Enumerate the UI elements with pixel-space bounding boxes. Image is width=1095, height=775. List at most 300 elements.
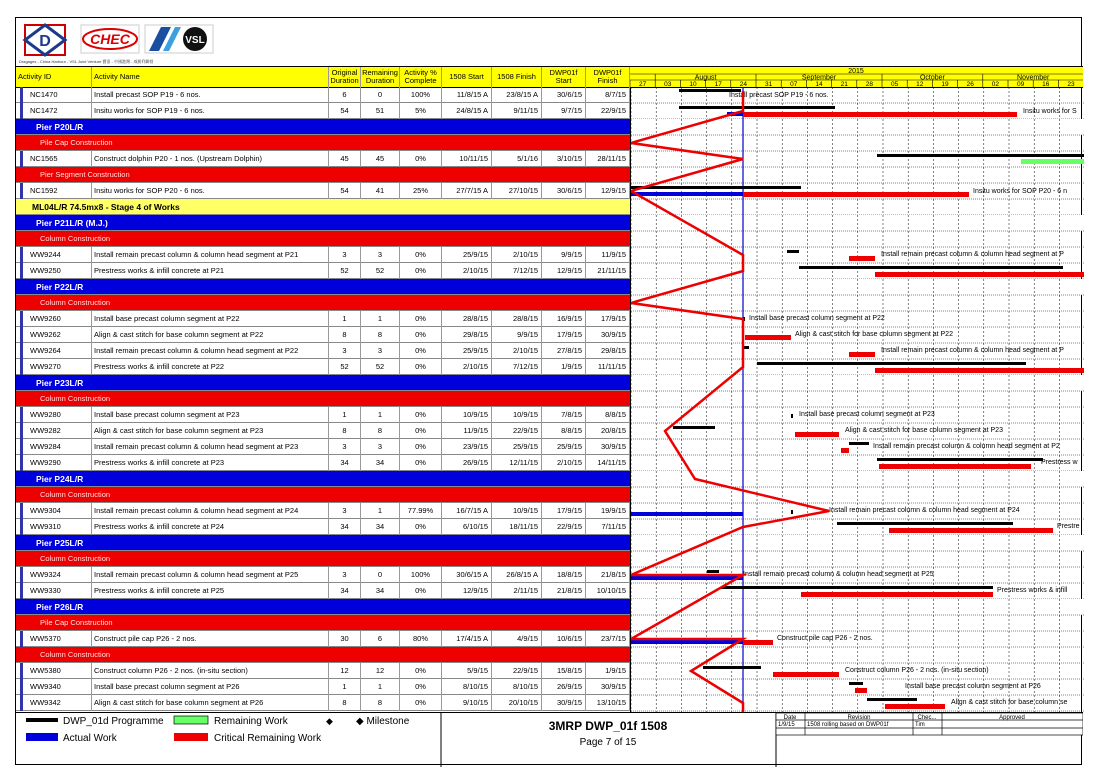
cell-ds: 30/6/15 <box>542 87 586 103</box>
cell-ds: 30/9/15 <box>542 695 586 711</box>
cell-pc: 0% <box>400 311 442 327</box>
cell-pc: 0% <box>400 439 442 455</box>
rev-revision: 1508 rolling based on DWP01f <box>807 722 889 728</box>
cell-od: 3 <box>329 503 361 519</box>
cell-od: 3 <box>329 439 361 455</box>
timeline-week: 27 <box>638 81 647 87</box>
cell-ds: 26/9/15 <box>542 679 586 695</box>
cell-id: WW9342 <box>16 695 92 711</box>
cell-name: Install remain precast column & column head segment at P21 <box>92 247 329 263</box>
critical-bar[interactable] <box>879 464 1031 469</box>
dwp-bar[interactable] <box>721 586 993 589</box>
cell-name: Install precast SOP P19 - 6 nos. <box>92 87 329 103</box>
cell-f: 20/10/15 <box>492 695 542 711</box>
cell-name: Prestress works & infill concrete at P23 <box>92 455 329 471</box>
bar-label: Construct pile cap P26 - 2 nos. <box>777 635 873 642</box>
cell-pc: 0% <box>400 423 442 439</box>
header-remaining-duration[interactable]: Remaining Duration <box>361 67 400 87</box>
cell-rd: 1 <box>361 679 400 695</box>
table-row[interactable] <box>16 679 630 695</box>
timeline-week: 17 <box>714 81 722 87</box>
table-row[interactable] <box>16 503 630 519</box>
cell-f: 7/12/15 <box>492 263 542 279</box>
cell-name: Install base precast column segment at P26 <box>92 679 329 695</box>
cell-df: 30/9/15 <box>586 439 630 455</box>
bar-label: Prestress w <box>1041 459 1078 466</box>
cell-rd: 34 <box>361 583 400 599</box>
cell-s: 2/10/15 <box>442 263 492 279</box>
header-dwp-start[interactable]: DWP01f Start <box>542 67 586 87</box>
cell-df: 22/9/15 <box>586 103 630 119</box>
table-row[interactable] <box>16 423 630 439</box>
wbs-pier-header[interactable] <box>16 599 630 615</box>
critical-bar[interactable] <box>801 592 993 597</box>
cell-ds: 1/9/15 <box>542 359 586 375</box>
cell-s: 10/9/15 <box>442 407 492 423</box>
cell-ds: 27/8/15 <box>542 343 586 359</box>
table-row[interactable] <box>16 631 630 647</box>
cell-id: WW9244 <box>16 247 92 263</box>
bar-label: Install precast SOP P19 - 6 nos. <box>729 92 829 99</box>
cell-f: 2/10/15 <box>492 247 542 263</box>
wbs-section-header[interactable] <box>16 295 630 311</box>
cell-s: 26/9/15 <box>442 455 492 471</box>
legend-critical-label: Critical Remaining Work <box>214 733 322 744</box>
cell-name: Install base precast column segment at P23 <box>92 407 329 423</box>
table-row[interactable] <box>16 87 630 103</box>
dwp-bar[interactable] <box>707 570 719 573</box>
cell-df: 29/8/15 <box>586 343 630 359</box>
cell-rd: 8 <box>361 695 400 711</box>
actual-bar[interactable] <box>631 640 743 644</box>
cell-id: WW9260 <box>16 311 92 327</box>
cell-pc: 0% <box>400 327 442 343</box>
critical-bar[interactable] <box>875 368 1084 373</box>
bar-label: Align & cast stitch for base column se <box>951 699 1068 706</box>
dwp-bar[interactable] <box>703 666 761 669</box>
critical-bar[interactable] <box>841 448 849 453</box>
bar-label: Construct column P26 - 2 nos. (in-situ section) <box>845 667 989 674</box>
cell-df: 8/7/15 <box>586 87 630 103</box>
cell-df: 21/8/15 <box>586 567 630 583</box>
wbs-pier-header[interactable] <box>16 279 630 295</box>
cell-f: 27/10/15 <box>492 183 542 199</box>
group-label: Pier P24L/R <box>36 474 84 484</box>
critical-bar[interactable] <box>743 640 773 645</box>
cell-f: 22/9/15 <box>492 423 542 439</box>
timeline-week: 09 <box>1016 81 1025 87</box>
cell-name: Prestress works & infill concrete at P22 <box>92 359 329 375</box>
legend-critical-swatch <box>174 733 208 741</box>
table-header <box>16 66 630 88</box>
dwp-bar[interactable] <box>757 362 1026 365</box>
critical-bar[interactable] <box>885 704 945 709</box>
actual-bar[interactable] <box>631 576 743 580</box>
cell-name: Align & cast stitch for base column segment at P22 <box>92 327 329 343</box>
dwp-bar[interactable] <box>877 154 1084 157</box>
group-label: Pier P22L/R <box>36 282 84 292</box>
cell-pc: 0% <box>400 359 442 375</box>
cell-id: WW9284 <box>16 439 92 455</box>
table-row[interactable] <box>16 695 630 711</box>
svg-text:D: D <box>39 33 51 50</box>
cell-ds: 18/8/15 <box>542 567 586 583</box>
schedule-page <box>15 17 1082 765</box>
bar-label: Install remain precast column & column head segment at P <box>881 347 1064 354</box>
table-row[interactable] <box>16 407 630 423</box>
cell-df: 14/11/15 <box>586 455 630 471</box>
cell-name: Install remain precast column & column head segment at P24 <box>92 503 329 519</box>
table-row[interactable] <box>16 103 630 119</box>
cell-f: 7/12/15 <box>492 359 542 375</box>
critical-bar[interactable] <box>795 432 839 437</box>
cell-id: NC1565 <box>16 151 92 167</box>
cell-pc: 0% <box>400 407 442 423</box>
dwp-bar[interactable] <box>867 698 917 701</box>
logo-caption: Dragages - China Harbour - VSL Joint Venture 寶嘉 - 中國港灣 - 威勝利聯營 <box>19 59 154 64</box>
table-row[interactable] <box>16 663 630 679</box>
cell-id: WW9324 <box>16 567 92 583</box>
critical-bar[interactable] <box>849 352 875 357</box>
bar-label: Align & cast stitch for base column segment at P22 <box>795 331 953 338</box>
group-label: Pier P23L/R <box>36 378 84 388</box>
table-row[interactable] <box>16 183 630 199</box>
cell-pc: 25% <box>400 183 442 199</box>
cell-id: WW9250 <box>16 263 92 279</box>
wbs-pier-header[interactable] <box>16 535 630 551</box>
cell-s: 9/10/15 <box>442 695 492 711</box>
cell-f: 2/11/15 <box>492 583 542 599</box>
cell-ds: 22/9/15 <box>542 519 586 535</box>
cell-f: 9/11/15 <box>492 103 542 119</box>
remaining-bar[interactable] <box>1021 159 1084 164</box>
critical-bar[interactable] <box>745 335 791 340</box>
table-row[interactable] <box>16 519 630 535</box>
timeline-month: September <box>801 74 837 82</box>
cell-name: Insitu works for SOP P20 - 6 nos. <box>92 183 329 199</box>
timeline-week: 21 <box>840 81 848 87</box>
table-row[interactable] <box>16 343 630 359</box>
cell-s: 12/9/15 <box>442 583 492 599</box>
header-activity-complete[interactable]: Activity % Complete <box>400 67 442 87</box>
critical-bar[interactable] <box>875 272 1084 277</box>
cell-id: WW9290 <box>16 455 92 471</box>
wbs-section-header[interactable] <box>16 167 630 183</box>
cell-df: 23/7/15 <box>586 631 630 647</box>
cell-od: 8 <box>329 695 361 711</box>
dwp-bar[interactable] <box>799 266 1063 269</box>
dwp-bar[interactable] <box>849 682 863 685</box>
cell-f: 10/9/15 <box>492 503 542 519</box>
cell-name: Install remain precast column & column head segment at P25 <box>92 567 329 583</box>
chec-logo <box>79 21 141 57</box>
critical-bar[interactable] <box>889 528 1053 533</box>
footer-page: Page 7 of 15 <box>579 737 637 748</box>
table-row[interactable] <box>16 567 630 583</box>
cell-rd: 41 <box>361 183 400 199</box>
bar-label: Install base precast column segment at P26 <box>905 683 1041 690</box>
cell-s: 25/9/15 <box>442 343 492 359</box>
cell-name: Prestress works & infill concrete at P24 <box>92 519 329 535</box>
cell-od: 12 <box>329 663 361 679</box>
cell-df: 13/10/15 <box>586 695 630 711</box>
legend-dwp-swatch <box>26 718 58 722</box>
cell-id: WW9282 <box>16 423 92 439</box>
bar-label: Install base precast column segment at P22 <box>749 315 885 322</box>
dwp-bar[interactable] <box>791 414 793 418</box>
legend-footer <box>16 712 1083 767</box>
cell-ds: 9/9/15 <box>542 247 586 263</box>
progress-line <box>631 91 829 712</box>
wbs-section-header[interactable] <box>16 551 630 567</box>
cell-f: 28/8/15 <box>492 311 542 327</box>
cell-rd: 45 <box>361 151 400 167</box>
legend-remaining-swatch <box>174 716 208 724</box>
dwp-bar[interactable] <box>849 442 869 445</box>
dwp-bar[interactable] <box>631 186 801 189</box>
wbs-stage-header[interactable] <box>16 199 630 215</box>
table-row[interactable] <box>16 439 630 455</box>
actual-bar[interactable] <box>631 512 743 516</box>
wbs-pier-header[interactable] <box>16 375 630 391</box>
logo-area <box>19 21 249 65</box>
wbs-section-header[interactable] <box>16 615 630 631</box>
critical-bar[interactable] <box>743 192 969 197</box>
cell-f: 26/8/15 A <box>492 567 542 583</box>
cell-pc: 0% <box>400 263 442 279</box>
cell-pc: 0% <box>400 695 442 711</box>
cell-pc: 0% <box>400 519 442 535</box>
table-row[interactable] <box>16 583 630 599</box>
cell-od: 3 <box>329 567 361 583</box>
cell-id: WW5370 <box>16 631 92 647</box>
dwp-bar[interactable] <box>837 522 1013 525</box>
cell-name: Install remain precast column & column head segment at P22 <box>92 343 329 359</box>
cell-s: 6/10/15 <box>442 519 492 535</box>
vsl-logo <box>143 21 215 57</box>
cell-od: 54 <box>329 103 361 119</box>
cell-od: 45 <box>329 151 361 167</box>
cell-rd: 34 <box>361 519 400 535</box>
cell-id: WW9304 <box>16 503 92 519</box>
cell-id: WW9310 <box>16 519 92 535</box>
wbs-section-header[interactable] <box>16 487 630 503</box>
wbs-section-header[interactable] <box>16 231 630 247</box>
wbs-pier-header[interactable] <box>16 215 630 231</box>
bar-label: Install remain precast column & column head segment at P25 <box>743 571 934 578</box>
cell-ds: 17/9/15 <box>542 503 586 519</box>
cell-rd: 3 <box>361 439 400 455</box>
cell-df: 17/9/15 <box>586 311 630 327</box>
cell-s: 28/8/15 <box>442 311 492 327</box>
cell-pc: 100% <box>400 567 442 583</box>
timeline-scale <box>630 67 1083 87</box>
header-activity-name[interactable]: Activity Name <box>92 67 329 87</box>
cell-pc: 0% <box>400 151 442 167</box>
table-row[interactable] <box>16 455 630 471</box>
cell-s: 27/7/15 A <box>442 183 492 199</box>
cell-df: 30/9/15 <box>586 679 630 695</box>
cell-ds: 8/8/15 <box>542 423 586 439</box>
wbs-pier-header[interactable] <box>16 119 630 135</box>
group-label: Column Construction <box>40 554 111 563</box>
cell-pc: 0% <box>400 455 442 471</box>
cell-name: Prestress works & infill concrete at P25 <box>92 583 329 599</box>
wbs-pier-header[interactable] <box>16 471 630 487</box>
header-1508-start[interactable]: 1508 Start <box>442 67 492 87</box>
cell-id: NC1472 <box>16 103 92 119</box>
timeline-week: 10 <box>689 81 697 87</box>
cell-rd: 0 <box>361 87 400 103</box>
legend-actual-swatch <box>26 733 58 741</box>
cell-od: 34 <box>329 583 361 599</box>
cell-rd: 52 <box>361 359 400 375</box>
dwp-bar[interactable] <box>787 250 799 253</box>
cell-df: 11/9/15 <box>586 247 630 263</box>
timeline-week: 31 <box>764 81 773 87</box>
timeline-month: November <box>1017 74 1050 82</box>
cell-id: WW9330 <box>16 583 92 599</box>
cell-id: WW9264 <box>16 343 92 359</box>
dwp-bar[interactable] <box>679 106 835 109</box>
header-1508-finish[interactable]: 1508 Finish <box>492 67 542 87</box>
cell-rd: 34 <box>361 455 400 471</box>
cell-f: 8/10/15 <box>492 679 542 695</box>
gantt-chart <box>630 87 1084 712</box>
cell-name: Align & cast stitch for base column segment at P23 <box>92 423 329 439</box>
cell-od: 30 <box>329 631 361 647</box>
table-row[interactable] <box>16 263 630 279</box>
header-activity-id[interactable]: Activity ID <box>16 67 92 87</box>
critical-bar[interactable] <box>855 688 867 693</box>
cell-rd: 8 <box>361 327 400 343</box>
cell-df: 28/11/15 <box>586 151 630 167</box>
cell-od: 34 <box>329 455 361 471</box>
cell-rd: 52 <box>361 263 400 279</box>
cell-s: 8/10/15 <box>442 679 492 695</box>
legend-remaining-label: Remaining Work <box>214 716 288 727</box>
cell-od: 1 <box>329 679 361 695</box>
cell-od: 1 <box>329 407 361 423</box>
timeline-week: 28 <box>865 81 874 87</box>
dwp-bar[interactable] <box>673 426 715 429</box>
wbs-section-header[interactable] <box>16 391 630 407</box>
bar-label: Install remain precast column & column head segment at P <box>881 251 1064 258</box>
table-row[interactable] <box>16 327 630 343</box>
cell-f: 22/9/15 <box>492 663 542 679</box>
timeline-month: August <box>694 74 717 82</box>
cell-pc: 0% <box>400 663 442 679</box>
cell-df: 1/9/15 <box>586 663 630 679</box>
table-row[interactable] <box>16 247 630 263</box>
cell-ds: 30/6/15 <box>542 183 586 199</box>
table-row[interactable] <box>16 311 630 327</box>
timeline-year: 2015 <box>848 68 864 75</box>
svg-text:VSL: VSL <box>185 35 205 46</box>
milestone-icon: ◆ <box>326 717 333 727</box>
bar-label: Install base precast column segment at P23 <box>799 411 935 418</box>
cell-ds: 10/6/15 <box>542 631 586 647</box>
bar-label: Install remain precast column & column head segment at P2 <box>873 443 1060 450</box>
cell-rd: 1 <box>361 407 400 423</box>
timeline-month: October <box>919 74 945 82</box>
dwp-bar[interactable] <box>791 510 793 514</box>
timeline-header <box>630 66 1083 88</box>
wbs-section-header[interactable] <box>16 135 630 151</box>
cell-s: 2/10/15 <box>442 359 492 375</box>
group-label: Column Construction <box>40 490 111 499</box>
gantt-svg <box>631 87 1084 712</box>
cell-name: Install remain precast column & column head segment at P23 <box>92 439 329 455</box>
timeline-week: 16 <box>1042 81 1050 87</box>
cell-ds: 12/9/15 <box>542 263 586 279</box>
critical-bar[interactable] <box>743 112 1017 117</box>
cell-od: 3 <box>329 247 361 263</box>
cell-pc: 100% <box>400 87 442 103</box>
cell-df: 10/10/15 <box>586 583 630 599</box>
bar-label: Insitu works for SOP P20 - 6 n <box>973 188 1068 195</box>
cell-f: 25/9/15 <box>492 439 542 455</box>
timeline-week: 24 <box>739 81 748 87</box>
header-original-duration[interactable]: Original Duration <box>329 67 361 87</box>
cell-od: 8 <box>329 423 361 439</box>
timeline-week: 07 <box>790 81 798 87</box>
cell-s: 24/8/15 A <box>442 103 492 119</box>
bar-label: Prestress works & infill <box>997 587 1068 594</box>
group-label: Column Construction <box>40 394 111 403</box>
header-dwp-finish[interactable]: DWP01f Finish <box>586 67 630 87</box>
cell-s: 10/11/15 <box>442 151 492 167</box>
bar-label: Install remain precast column & column head segment at P24 <box>829 507 1020 514</box>
cell-pc: 0% <box>400 247 442 263</box>
cell-od: 54 <box>329 183 361 199</box>
cell-df: 12/9/15 <box>586 183 630 199</box>
cell-od: 34 <box>329 519 361 535</box>
cell-pc: 5% <box>400 103 442 119</box>
cell-s: 25/9/15 <box>442 247 492 263</box>
group-label: Column Construction <box>40 298 111 307</box>
critical-bar[interactable] <box>849 256 875 261</box>
cell-id: WW9270 <box>16 359 92 375</box>
cell-id: WW9280 <box>16 407 92 423</box>
actual-bar[interactable] <box>631 192 743 196</box>
cell-od: 3 <box>329 343 361 359</box>
cell-name: Construct pile cap P26 - 2 nos. <box>92 631 329 647</box>
cell-id: NC1470 <box>16 87 92 103</box>
d-logo <box>19 21 77 57</box>
revision-table <box>776 713 1083 735</box>
cell-ds: 21/8/15 <box>542 583 586 599</box>
table-row[interactable] <box>16 151 630 167</box>
bar-label: Insitu works for S <box>1023 108 1077 115</box>
cell-rd: 6 <box>361 631 400 647</box>
critical-bar[interactable] <box>773 672 839 677</box>
group-label: Pier Segment Construction <box>40 170 130 179</box>
cell-df: 30/9/15 <box>586 327 630 343</box>
cell-rd: 3 <box>361 343 400 359</box>
cell-ds: 7/8/15 <box>542 407 586 423</box>
cell-df: 19/9/15 <box>586 503 630 519</box>
table-row[interactable] <box>16 359 630 375</box>
wbs-section-header[interactable] <box>16 647 630 663</box>
group-label: Pier P25L/R <box>36 538 84 548</box>
timeline-week: 05 <box>890 81 899 87</box>
group-label: Pile Cap Construction <box>40 618 113 627</box>
cell-ds: 9/7/15 <box>542 103 586 119</box>
cell-ds: 2/10/15 <box>542 455 586 471</box>
dwp-bar[interactable] <box>877 458 1043 461</box>
cell-f: 12/11/15 <box>492 455 542 471</box>
